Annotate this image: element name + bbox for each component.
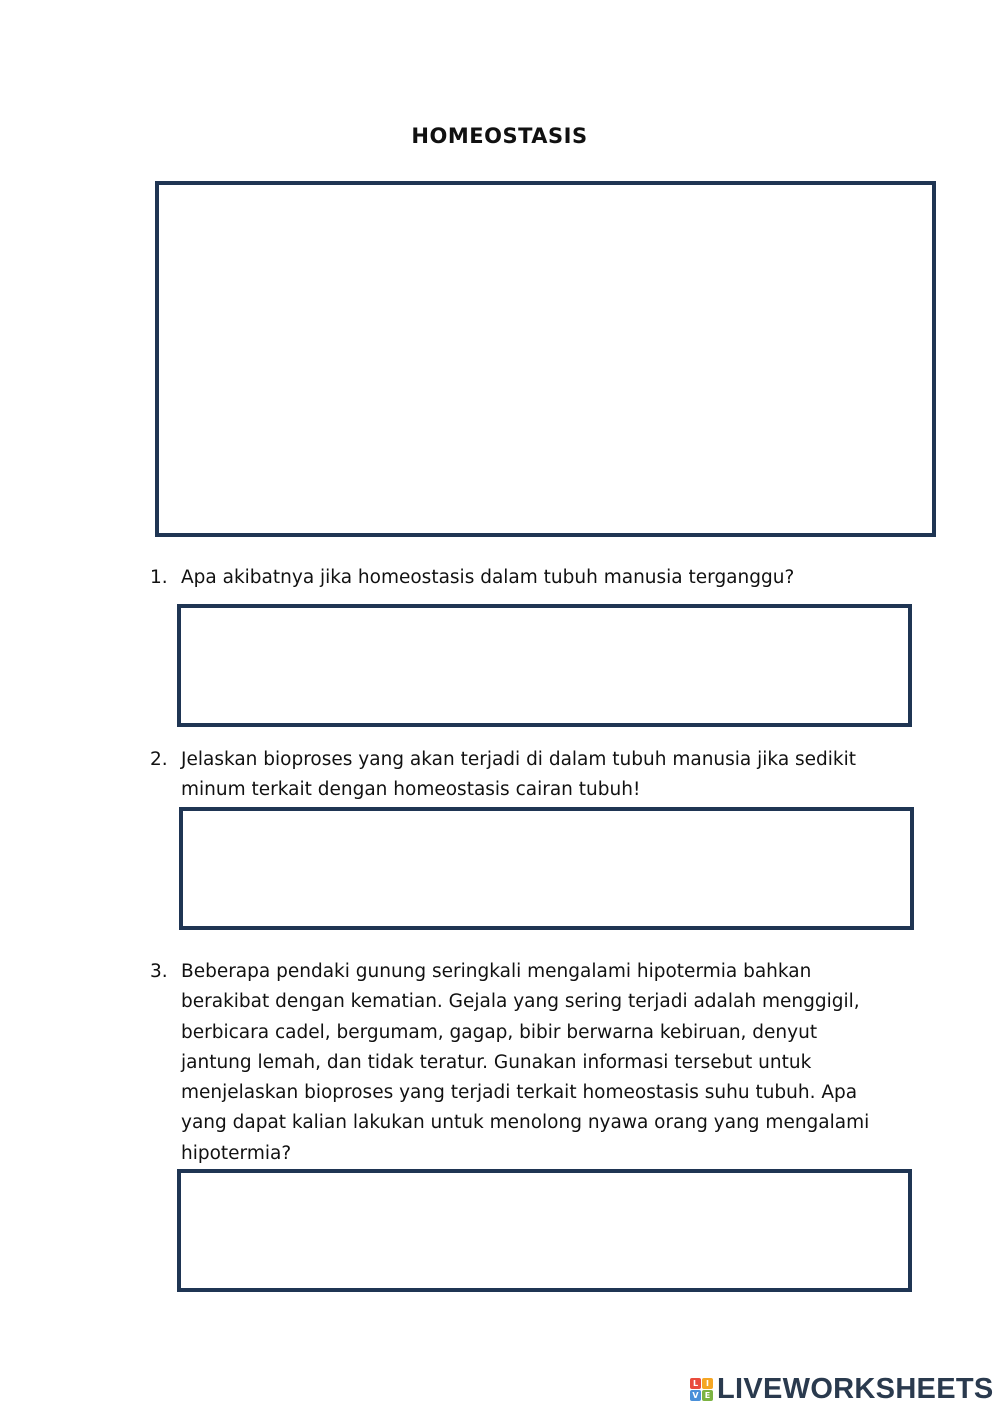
question-2-text: Jelaskan bioproses yang akan terjadi di dalam tubuh manusia jika sedikit minum terkait dengan homeostasis cairan tubuh!	[181, 749, 857, 801]
logo-mark-v: V	[690, 1390, 701, 1401]
logo-mark-i: I	[702, 1378, 713, 1389]
answer-box-2[interactable]	[179, 807, 914, 930]
logo-text: LIVEWORKSHEETS	[717, 1372, 994, 1405]
logo-mark-e: E	[702, 1390, 713, 1401]
question-1	[150, 563, 870, 593]
image-box	[155, 181, 936, 537]
question-2-number: 2.	[150, 749, 168, 770]
liveworksheets-logo	[690, 1372, 994, 1406]
logo-mark-icon	[690, 1378, 713, 1401]
question-1-number: 1.	[150, 567, 168, 588]
answer-box-1[interactable]	[177, 604, 912, 727]
answer-box-3[interactable]	[177, 1169, 912, 1292]
page-title: HOMEOSTASIS	[411, 124, 588, 148]
question-3-text: Beberapa pendaki gunung seringkali mengalami hipotermia bahkan berakibat dengan kematian. Gejala yang sering terjadi adalah menggigil, berbicara cadel, bergumam, gagap, bibir berwarna kebiruan, denyut jantung lemah, dan tidak teratur. Gunakan informasi tersebut untuk menjelaskan bioproses yang terjadi terkait homeostasis suhu tubuh. Apa yang dapat kalian lakukan untuk menolong nyawa orang yang mengalami hipotermia?	[181, 961, 870, 1164]
question-2	[150, 745, 870, 806]
question-3	[150, 957, 870, 1169]
question-1-text: Apa akibatnya jika homeostasis dalam tubuh manusia terganggu?	[181, 567, 795, 588]
logo-mark-l: L	[690, 1378, 701, 1389]
question-3-number: 3.	[150, 961, 168, 982]
